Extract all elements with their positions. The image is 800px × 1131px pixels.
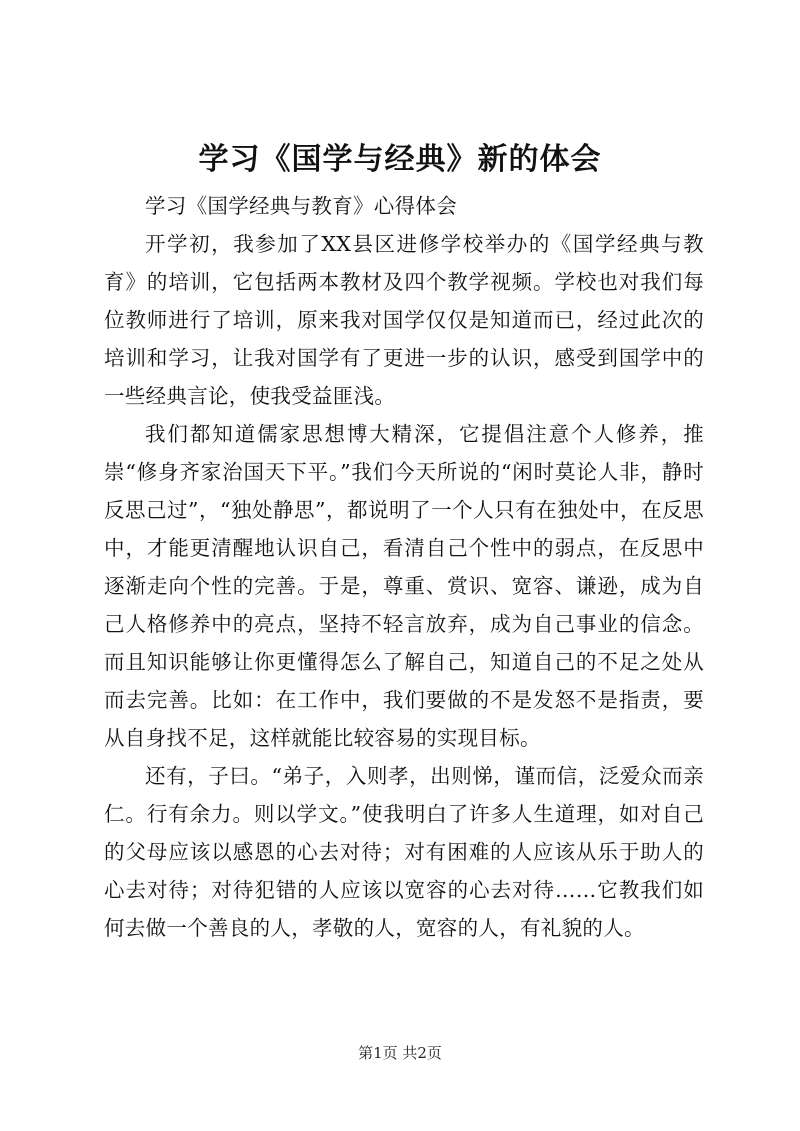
document-body — [104, 187, 704, 947]
page-footer: 第1页 共2页 — [358, 1044, 442, 1062]
paragraph-2: 我们都知道儒家思想博大精深，它提倡注意个人修养，推崇“修身齐家治国天下平。”我们今天所说的“闲时莫论人非，静时反思己过”，“独处静思”，都说明了一个人只有在独处中，在反思中，才能更清醒地认识自己，看清自己个性中的弱点，在反思中逐渐走向个性的完善。于是，尊重、赏识、宽容、谦逊，成为自己人格修养中的亮点，坚持不轻言放弃，成为自己事业的信念。而且知识能够让你更懂得怎么了解自己，知道自己的不足之处从而去完善。比如：在工作中，我们要做的不是发怒不是指责，要从自身找不足，这样就能比较容易的实现目标。 — [104, 422, 704, 750]
paragraph-1: 开学初，我参加了XX县区进修学校举办的《国学经典与教育》的培训，它包括两本教材及四个教学视频。学校也对我们每位教师进行了培训，原来我对国学仅仅是知道而已，经过此次的培训和学习，让我对国学有了更进一步的认识，感受到国学中的一些经典言论，使我受益匪浅。 — [104, 232, 704, 408]
paragraph-3: 还有，子曰。“弟子，入则孝，出则悌，谨而信，泛爱众而亲仁。行有余力。则以学文。”使我明白了许多人生道理，如对自己的父母应该以感恩的心去对待；对有困难的人应该从乐于助人的心去对待；对待犯错的人应该以宽容的心去对待……它教我们如何去做一个善良的人，孝敬的人，宽容的人，有礼貌的人。 — [104, 764, 704, 940]
document-title: 学习《国学与经典》新的体会 — [198, 142, 602, 177]
document-subtitle: 学习《国学经典与教育》心得体会 — [145, 194, 457, 218]
